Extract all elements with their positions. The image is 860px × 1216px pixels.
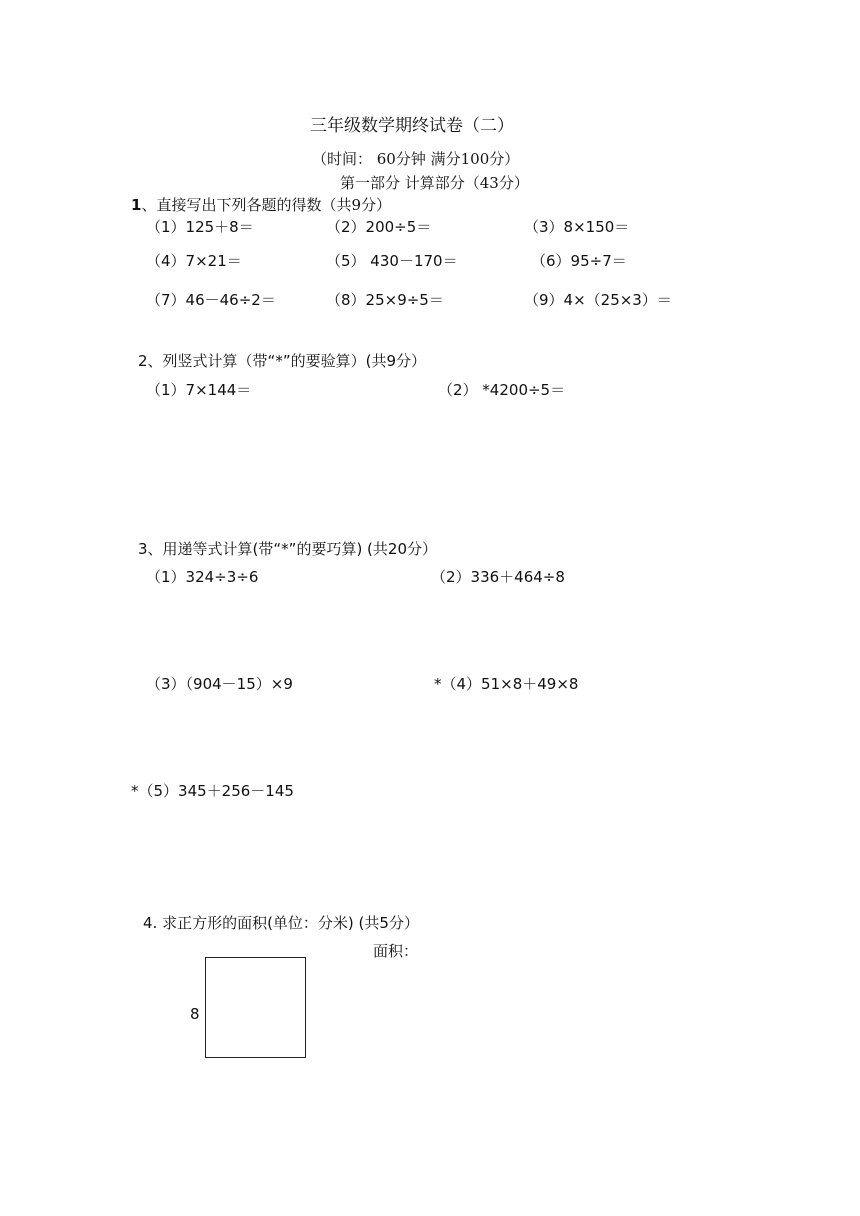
question-1-4: （4）7×21＝ (146, 252, 242, 270)
question-2-2: （2） *4200÷5＝ (438, 381, 566, 399)
section-4-heading: 4. 求正方形的面积(单位：分米) (共5分） (143, 914, 419, 932)
question-3-4: *（4）51×8＋49×8 (434, 675, 579, 693)
part-heading: 第一部分 计算部分（43分） (340, 174, 529, 192)
section-1-title: 、直接写出下列各题的得数（共9分） (141, 196, 391, 214)
question-1-9: （9）4×（25×3）＝ (524, 291, 672, 309)
question-1-7: （7）46－46÷2＝ (146, 291, 276, 309)
square-figure (205, 957, 306, 1058)
question-3-1: （1）324÷3÷6 (146, 568, 259, 586)
question-1-2: （2）200÷5＝ (326, 218, 432, 236)
question-3-3: （3）（904－15）×9 (146, 675, 293, 693)
square-side-label: 8 (190, 1005, 200, 1023)
section-2-heading: 2、列竖式计算（带“*”的要验算）(共9分） (138, 352, 426, 370)
section-1-number: 1 (131, 196, 142, 214)
area-answer-label: 面积： (373, 942, 419, 960)
section-1-heading (131, 198, 391, 213)
section-3-heading: 3、用递等式计算(带“*”的要巧算) (共20分） (138, 540, 437, 558)
exam-time-info: （时间： 60分钟 满分100分） (312, 150, 520, 168)
question-3-5: *（5）345＋256－145 (131, 782, 294, 800)
question-2-1: （1）7×144＝ (146, 381, 252, 399)
question-1-8: （8）25×9÷5＝ (326, 291, 444, 309)
question-1-5: （5） 430－170＝ (326, 252, 458, 270)
page-title: 三年级数学期终试卷（二） (310, 116, 514, 136)
question-1-3: （3）8×150＝ (524, 218, 630, 236)
question-1-1: （1）125＋8＝ (146, 218, 254, 236)
question-1-6: （6）95÷7＝ (531, 252, 627, 270)
question-3-2: （2）336＋464÷8 (431, 568, 565, 586)
